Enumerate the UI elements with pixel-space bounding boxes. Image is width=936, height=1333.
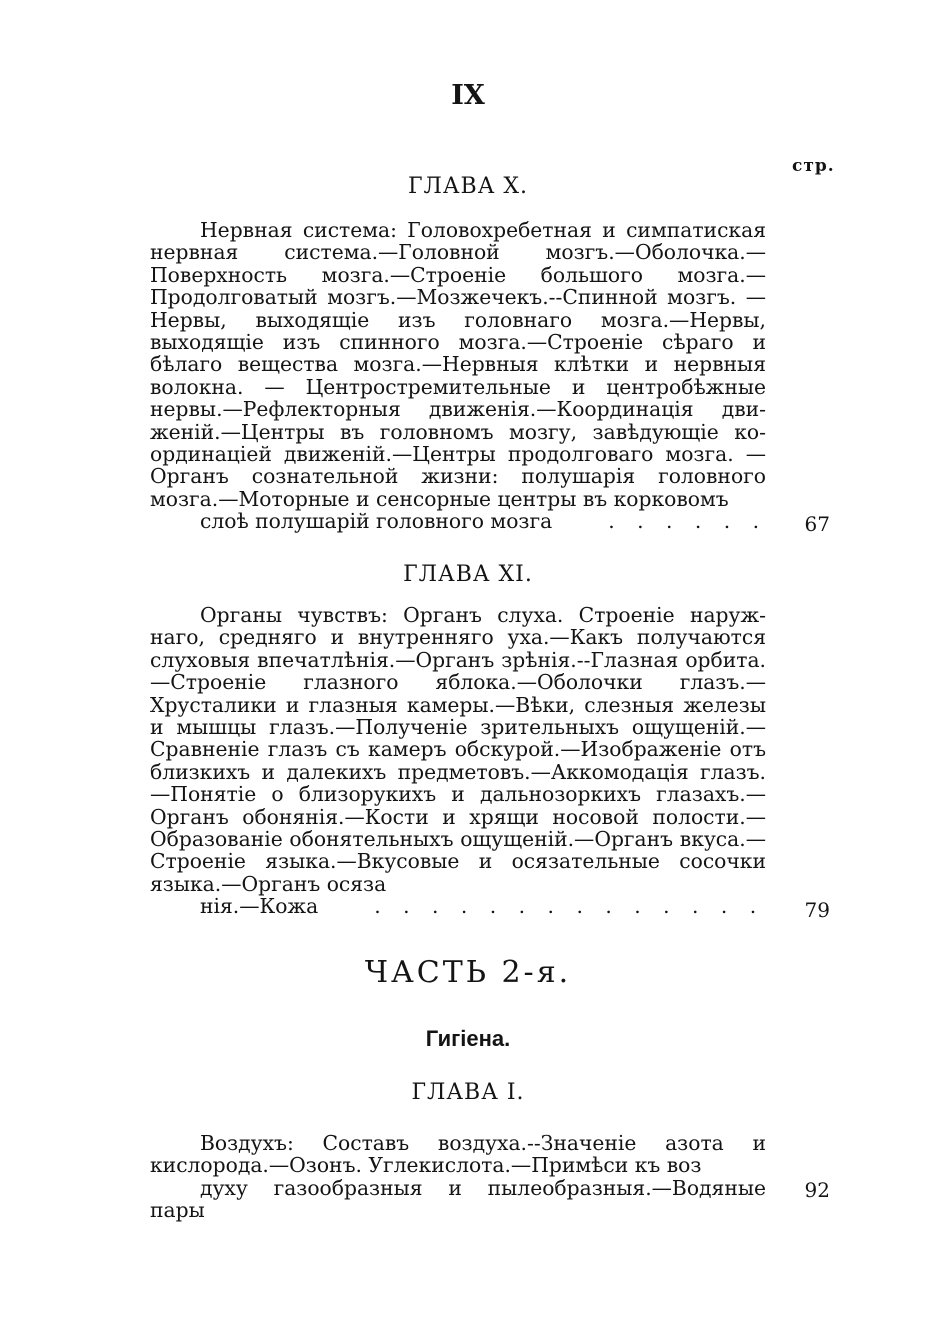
part-2-chapter-1-contents xyxy=(150,1132,766,1222)
part-2-chapter-1-page-ref: 92 xyxy=(804,1178,830,1202)
chapter-10-last-line-text: слоѣ полушарій головного мозга xyxy=(200,509,553,534)
chapter-10-contents xyxy=(150,219,766,533)
part-2-chapter-1-title: ГЛАВА I. xyxy=(411,1080,525,1105)
chapter-11-last-line xyxy=(150,895,766,917)
chapter-10-page-ref: 67 xyxy=(804,512,830,536)
dot-leader xyxy=(558,510,766,532)
chapter-10-title: ГЛАВА X. xyxy=(407,174,529,199)
part-title: ЧАСТЬ 2-я. xyxy=(364,955,572,990)
chapter-11-title: ГЛАВА XI. xyxy=(403,562,533,587)
part-subtitle: Гигіена. xyxy=(425,1026,511,1051)
page-column-label: стр. xyxy=(792,156,835,176)
chapter-11-page-ref: 79 xyxy=(804,898,830,922)
part-2-chapter-1-last-line: духу газообразныя и пылеобразныя.—Водяные пары xyxy=(150,1175,766,1223)
chapter-11-contents xyxy=(150,604,766,918)
part-2-chapter-1-body: Воздухъ: Составъ воздуха.--Значеніе азота и кислорода.—Озонъ. Углекислота.—Примѣси къ воз xyxy=(150,1131,766,1178)
chapter-10-last-line xyxy=(150,510,766,532)
chapter-11-body: Органы чувствъ: Органъ слуха. Строеніе наружнаго, средняго и внутренняго уха.—Какъ получаются слуховыя впечатлѣнія.—Органъ зрѣнія.--Глазная орбита.—Строеніе глазного яблока.—Оболочки глазъ.—Хрусталики и глазныя камеры.—Вѣки, слезныя железы и мышцы глазъ.—Полученіе зрительныхъ ощущеній.—Сравненіе глазъ съ камеръ обскурой.—Изображеніе отъ близкихъ и далекихъ предметовъ.—Аккомодація глазъ.—Понятіе о близорукихъ и дальнозоркихъ глазахъ.—Органъ обонянія.—Кости и хрящи носовой полости.—Образованіе обонятельныхъ ощущеній.—Органъ вкуса.—Строеніе языка.—Вкусовые и осязательные сосочки языка.—Органъ осяза xyxy=(150,603,766,896)
dot-leader xyxy=(324,895,766,917)
chapter-10-body: Нервная система: Головохребетная и симпатиская нервная система.—Головной мозгъ.—Оболочка.—Поверхность мозга.—Строеніе большого мозга.—Продолговатый мозгъ.—Мозжечекъ.--Спинной мозгъ. —Нервы, выходящіе изъ головнаго мозга.—Нервы, выходящіе изъ спинного мозга.—Строеніе сѣраго и бѣлаго вещества мозга.—Нервныя клѣтки и нервныя волокна. — Центростремительные и центробѣжные нервы.—Рефлекторныя движенія.—Координація движеній.—Центры въ головномъ мозгу, завѣдующіе координаціей движеній.—Центры продолговаго мозга. —Органъ сознательной жизни: полушарія головного мозга.—Моторные и сенсорные центры въ корковомъ xyxy=(150,218,766,511)
page-number: IX xyxy=(451,80,485,111)
chapter-11-last-line-text: нія.—Кожа xyxy=(200,894,319,919)
